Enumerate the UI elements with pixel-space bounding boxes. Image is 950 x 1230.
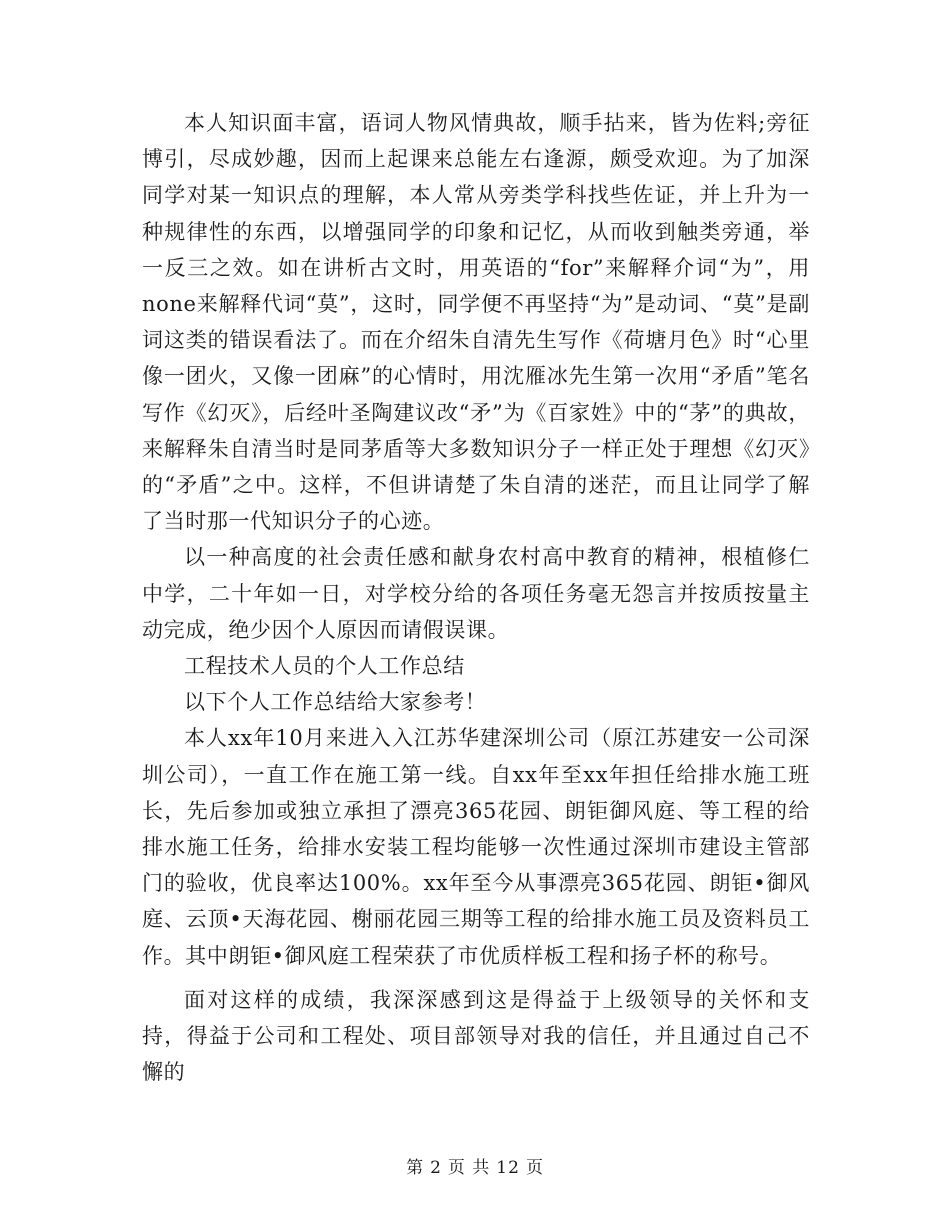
footer-prefix: 第 — [406, 1158, 425, 1178]
section-heading: 工程技术人员的个人工作总结 — [184, 654, 465, 679]
footer-suffix: 页 — [525, 1158, 544, 1178]
paragraph-dedication: 以一种高度的社会责任感和献身农村高中教育的精神，根植修仁中学，二十年如一日，对学校分给的各项任务毫无怨言并按质按量主动完成，绝少因个人原因而请假误课。 — [142, 545, 810, 642]
paragraph-teaching-knowledge: 本人知识面丰富，语词人物风情典故，顺手拈来，皆为佐料;旁征博引，尽成妙趣，因而上起课来总能左右逢源，颇受欢迎。为了加深同学对某一知识点的理解，本人常从旁类学科找些佐证，并上升为一种规律性的东西，以增强同学的印象和记忆，从而收到触类旁通，举一反三之效。如在讲析古文时，用英语的“for”来解释介词“为”，用none来解释代词“莫”，这时，同学便不再坚持“为”是动词、“莫”是副词这类的错误看法了。而在介绍朱自清先生写作《荷塘月色》时“心里像一团火，又像一团麻”的心情时，用沈雁冰先生第一次用“矛盾”笔名写作《幻灭》，后经叶圣陶建议改“矛”为《百家姓》中的“茅”的典故，来解释朱自清当时是同茅盾等大多数知识分子一样正处于理想《幻灭》的“矛盾”之中。这样，不但讲请楚了朱自清的迷茫，而且让同学了解了当时那一代知识分子的心迹。 — [142, 111, 810, 534]
footer-current-page: 2 — [430, 1158, 442, 1178]
paragraph-gratitude: 面对这样的成绩，我深深感到这是得益于上级领导的关怀和支持，得益于公司和工程处、项目部领导对我的信任，并且通过自己不懈的 — [142, 987, 810, 1085]
footer-total-pages: 12 — [496, 1158, 520, 1178]
footer-middle: 页 共 — [447, 1158, 491, 1178]
document-body — [142, 105, 810, 1090]
paragraph-intro: 以下个人工作总结给大家参考！ — [184, 690, 487, 715]
paragraph-work-history: 本人xx年10月来进入入江苏华建深圳公司（原江苏建安一公司深圳公司），一直工作在施工第一线。自xx年至xx年担任给排水施工班长，先后参加或独立承担了漂亮365花园、朗钜御风庭、等工程的给排水施工任务，给排水安装工程均能够一次性通过深圳市建设主管部门的验收，优良率达100%。xx年至今从事漂亮365花园、朗钜•御风庭、云顶•天海花园、榭丽花园三期等工程的给排水施工员及资料员工作。其中朗钜•御风庭工程荣获了市优质样板工程和扬子杯的称号。 — [142, 726, 810, 968]
page-footer — [0, 1153, 950, 1178]
